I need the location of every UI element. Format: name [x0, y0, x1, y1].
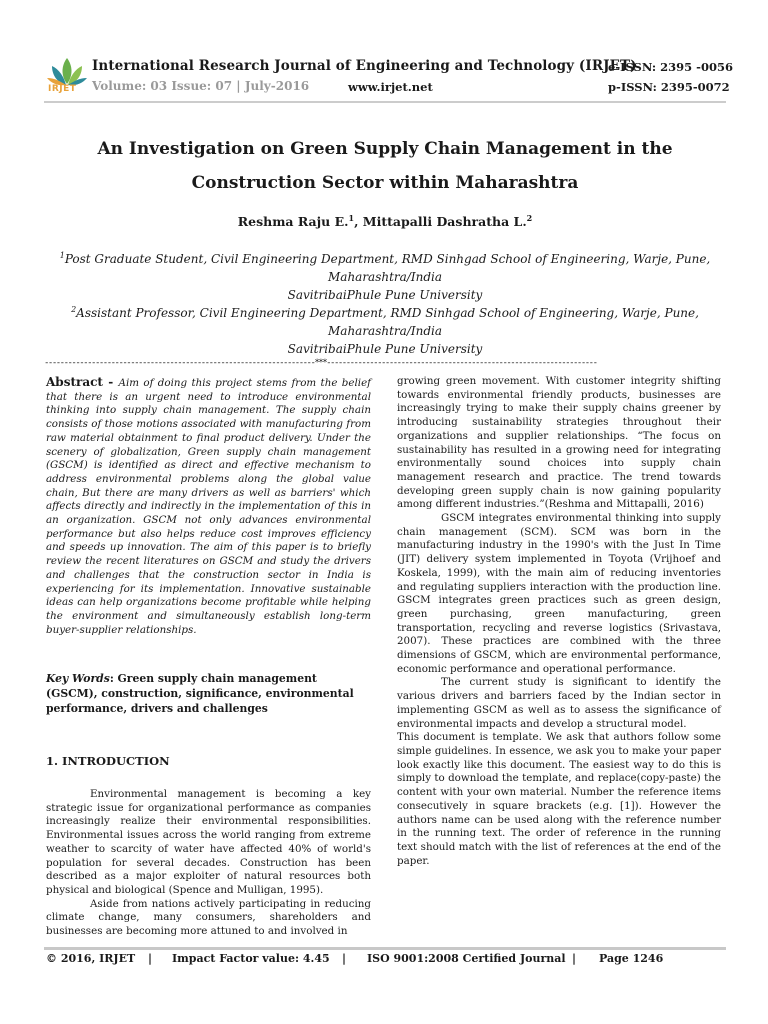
footer-page-number: Page 1246	[599, 952, 664, 965]
irjet-logo	[44, 54, 90, 98]
footer-copyright: © 2016, IRJET	[46, 952, 136, 965]
affiliation-2-sup: 2	[71, 305, 77, 314]
author-1: Reshma Raju E.	[237, 214, 349, 229]
footer-impact-factor: Impact Factor value: 4.45	[172, 952, 330, 965]
intro-paragraph-1: Environmental management is becoming a key strategic issue for organizational performance as companies increasingly realize their environmental responsibilities. Environmental issues across the world ranging from extreme weather to scarcity of water have affected 40% of world's population for several decades. Construction has been described as a major exploiter of natural resources both physical and biological (Spence and Mulligan, 1995).	[46, 788, 371, 896]
journal-website-link[interactable]: www.irjet.net	[348, 80, 433, 94]
author-separator: ,	[354, 214, 363, 229]
abstract-text: Aim of doing this project stems from the belief that there is an urgent need to introduce environmental thinking into supply chain management. The supply chain consists of those motions associated with manufacturing from raw material obtainment to final product delivery. Under the scenery of globalization, Green supply chain management (GSCM) is identified as direct and effective mechanism to address environmental problems along the global value chain, But there are many drivers as well as barriers' which affects directly and indirectly in the implementation of this in an organization. GSCM not only advances environmental performance but also helps reduce cost improves efficiency and speeds up innovation. The aim of this paper is to briefly review the recent literatures on GSCM and study the drivers and challenges that the construction sector in India is experiencing for its implementation. Innovative sustainable ideas can help organizations become profitable while helping the environment and simultaneously establish long-term buyer-supplier relationships.	[46, 377, 371, 636]
abstract	[46, 376, 371, 637]
affiliation-2-text: Assistant Professor, Civil Engineering Department, RMD Sinhgad School of Engineering, Warje, Pune,	[76, 306, 699, 320]
keywords-heading: Key Words	[46, 672, 110, 686]
title-line-2: Construction Sector within Maharashtra	[191, 173, 579, 193]
e-issn: e-ISSN: 2395 -0056	[608, 60, 733, 74]
footer-divider	[44, 947, 726, 950]
author-2-sup: 2	[526, 212, 533, 223]
footer-divider-2: |	[342, 952, 347, 965]
abstract-heading: Abstract -	[46, 375, 119, 389]
left-column	[46, 376, 371, 939]
volume-info: Volume: 03 Issue: 07 | July-2016	[92, 79, 310, 93]
footer-divider-1: |	[148, 952, 153, 965]
affiliation-1-line-2: Maharashtra/India	[328, 270, 442, 284]
keywords-text: : Green supply chain management (GSCM), construction, significance, environmental performance, drivers and challenges	[46, 672, 354, 716]
affiliation-2-line-2: Maharashtra/India	[328, 324, 442, 338]
right-paragraph-2: GSCM integrates environmental thinking into supply chain management (SCM). SCM was born in the manufacturing industry in the 1990's with the Just In Time (JIT) delivery system implemented in Toyota (Vrijhoef and Koskela, 1999), with the main aim of reducing inventories and regulating suppliers interaction with the production line. GSCM integrates green practices such as green design, green purchasing, green manufacturing, green transportation, recycling and reverse logistics (Srivastava, 2007). These practices are combined with the three dimensions of GSCM, which are environmental performance, economic performance and operational performance.	[397, 512, 721, 675]
keywords	[46, 671, 371, 716]
right-paragraph-3: The current study is significant to identify the various drivers and barriers faced by the Indian sector in implementing GSCM as well as to assess the significance of environmental impacts and develop a structural model.	[397, 676, 721, 730]
footer-divider-3: |	[572, 952, 577, 965]
author-1-sup: 1	[348, 212, 355, 223]
logo-text: IRJET	[48, 84, 77, 94]
affiliation-1-line-3: SavitribaiPhule Pune University	[287, 288, 483, 302]
authors	[44, 214, 726, 229]
affiliation-1-sup: 1	[59, 251, 65, 260]
right-paragraph-1: growing green movement. With customer integrity shifting towards environmental friendly products, businesses are increasingly trying to make their supply chains greener by introducing sustainability strategies throughout their organizations and supplier relationships. “The focus on sustainability has resulted in a growing need for integrating environmentally sound choices into supply chain management research and practice. The trend towards developing green supply chain is now gaining popularity among different industries.”(Reshma and Mittapalli, 2016)	[397, 375, 721, 511]
intro-paragraph-2: Aside from nations actively participating in reducing climate change, many consumers, shareholders and businesses are becoming more attuned to and involved in	[46, 897, 371, 938]
title-line-1: An Investigation on Green Supply Chain Management in the	[97, 139, 673, 159]
affiliations	[44, 250, 726, 358]
paper-title	[44, 132, 726, 200]
affiliation-2-line-3: SavitribaiPhule Pune University	[287, 342, 483, 356]
section-separator: ---------------------------------------------------------------------***---------------------------------------------------------------------	[44, 358, 597, 368]
affiliation-2-line-1	[44, 304, 726, 322]
footer-iso: ISO 9001:2008 Certified Journal	[367, 952, 566, 965]
header-divider	[44, 101, 726, 103]
right-paragraph-4: This document is template. We ask that authors follow some simple guidelines. In essence, we ask you to make your paper look exactly like this document. The easiest way to do this is simply to download the template, and replace(copy-paste) the content with your own material. Number the reference items consecutively in square brackets (e.g. [1]). However the authors name can be used along with the reference number in the running text. The order of reference in the running text should match with the list of references at the end of the paper.	[397, 731, 721, 867]
p-issn: p-ISSN: 2395-0072	[608, 80, 730, 94]
affiliation-1-text: Post Graduate Student, Civil Engineering Department, RMD Sinhgad School of Engineering, Warje, Pune,	[64, 252, 711, 266]
right-column	[397, 375, 721, 868]
section-heading-introduction: 1. INTRODUCTION	[46, 754, 170, 769]
journal-name: International Research Journal of Engineering and Technology (IRJET)	[92, 58, 637, 74]
affiliation-1-line-1	[44, 250, 726, 268]
author-2: Mittapalli Dashratha L.	[362, 214, 527, 229]
